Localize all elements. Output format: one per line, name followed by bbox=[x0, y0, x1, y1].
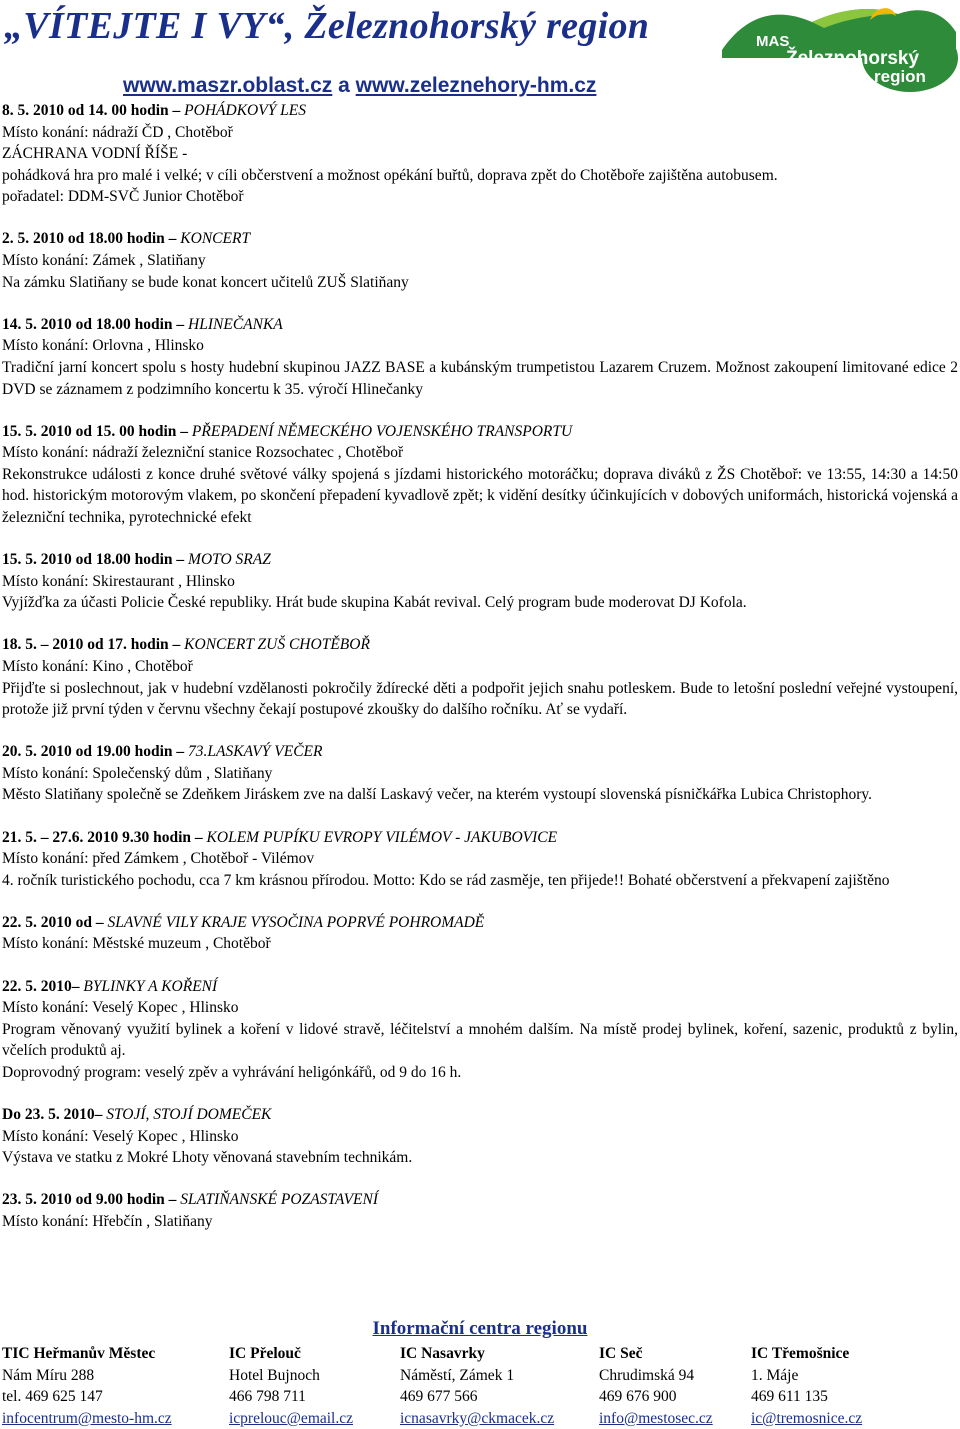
info-center-name: IC Třemošnice bbox=[751, 1345, 850, 1362]
info-center-email-link[interactable]: icnasavrky@ckmacek.cz bbox=[400, 1409, 555, 1427]
event-dash: – bbox=[172, 743, 189, 761]
event-description: Na zámku Slatiňany se bude konat koncert učitelů ZUŠ Slatiňany bbox=[2, 273, 409, 291]
event-item bbox=[2, 549, 958, 614]
event-heading bbox=[2, 100, 958, 122]
event-heading bbox=[2, 1104, 958, 1126]
info-center-phone: 469 676 900 bbox=[599, 1388, 677, 1406]
event-heading bbox=[2, 1189, 958, 1211]
event-title: KONCERT bbox=[180, 230, 251, 248]
mas-logo bbox=[720, 2, 958, 94]
event-heading bbox=[2, 314, 958, 336]
info-center-address: Nám Míru 288 bbox=[2, 1366, 95, 1384]
event-title: HLINEČANKA bbox=[188, 315, 283, 333]
event-title: SLAVNÉ VILY KRAJE VYSOČINA POPRVÉ POHROMADĚ bbox=[107, 913, 485, 931]
event-description: Město Slatiňany společně se Zdeňkem Jiráskem zve na další Laskavý večer, na kterém vystoupí slovenská písničkářka Lubica Christophory. bbox=[2, 786, 873, 804]
event-item bbox=[2, 634, 958, 720]
event-date: 21. 5. – 27.6. 2010 9.30 hodin bbox=[2, 828, 192, 846]
event-venue: Místo konání: Zámek , Slatiňany bbox=[2, 252, 206, 270]
event-title: POHÁDKOVÝ LES bbox=[184, 102, 307, 119]
event-heading bbox=[2, 228, 958, 250]
event-date: 8. 5. 2010 od 14. 00 hodin bbox=[2, 102, 169, 119]
info-center-email-link[interactable]: ic@tremosnice.cz bbox=[751, 1409, 863, 1427]
event-heading bbox=[2, 827, 958, 849]
event-title: PŘEPADENÍ NĚMECKÉHO VOJENSKÉHO TRANSPORTU bbox=[191, 422, 573, 440]
info-center bbox=[2, 1343, 172, 1429]
event-heading bbox=[2, 634, 958, 656]
event-date: 23. 5. 2010 od 9.00 hodin bbox=[2, 1191, 165, 1209]
maszr-link[interactable]: www.maszr.oblast.cz bbox=[123, 74, 333, 97]
event-item bbox=[2, 100, 958, 208]
event-venue: Místo konání: Kino , Chotěboř bbox=[2, 657, 193, 675]
event-description: Tradiční jarní koncert spolu s hosty hudební skupinou JAZZ BASE a kubánským trumpetistou Lazarem Cruzem. Možnost zakoupení limitované edice 2 DVD se záznamem z podzimního koncertu k 35. výročí Hlinečanky bbox=[2, 358, 958, 398]
event-dash: – bbox=[164, 230, 181, 248]
info-center bbox=[751, 1343, 862, 1429]
event-date: 20. 5. 2010 od 19.00 hodin bbox=[2, 743, 173, 761]
event-date: Do 23. 5. 2010 bbox=[2, 1105, 95, 1123]
event-description: ZÁCHRANA VODNÍ ŘÍŠE - bbox=[2, 145, 188, 163]
logo-mas: MAS bbox=[756, 33, 790, 50]
info-center-address: Chrudimská 94 bbox=[599, 1366, 695, 1384]
event-title: KOLEM PUPÍKU EVROPY VILÉMOV - JAKUBOVICE bbox=[206, 828, 558, 846]
info-center-name: IC Seč bbox=[599, 1345, 643, 1362]
event-item bbox=[2, 314, 958, 400]
event-heading bbox=[2, 741, 958, 763]
event-dash: – bbox=[164, 1191, 181, 1209]
event-date: 22. 5. 2010 od bbox=[2, 913, 92, 931]
event-date: 15. 5. 2010 od 18.00 hodin bbox=[2, 551, 173, 569]
event-dash: – bbox=[168, 102, 185, 119]
info-center-address: Náměstí, Zámek 1 bbox=[400, 1366, 515, 1384]
info-center-phone: 469 611 135 bbox=[751, 1388, 828, 1406]
event-description: Program věnovaný využití bylinek a koření v lidové stravě, léčitelství a mnohém dalším. Na místě prodej bylinek, koření, sazenic, produktů z bylin, včelích produktů aj. bbox=[2, 1020, 958, 1060]
info-center-address: Hotel Bujnoch bbox=[229, 1366, 320, 1384]
event-dash: – bbox=[168, 636, 185, 654]
info-center-name: IC Nasavrky bbox=[400, 1345, 485, 1362]
event-item bbox=[2, 1189, 958, 1232]
info-center-phone: 466 798 711 bbox=[229, 1388, 306, 1406]
link-joiner: a bbox=[332, 74, 356, 97]
events-list bbox=[2, 100, 958, 1253]
info-center-address: 1. Máje bbox=[751, 1366, 799, 1384]
event-date: 14. 5. 2010 od 18.00 hodin bbox=[2, 315, 173, 333]
event-title: KONCERT ZUŠ CHOTĚBOŘ bbox=[184, 636, 370, 654]
event-description: Přijďte si poslechnout, jak v hudební vzdělanosti pokročily ždírecké děti a podpořit jejich snahu potleskem. Bude to letošní poslední veřejné vystoupení, protože již první týden v červnu všechny čekají postupové zkoušky do dalšího ročníku. Ať se vydaří. bbox=[2, 679, 958, 719]
event-description: 4. ročník turistického pochodu, cca 7 km krásnou přírodou. Motto: Kdo se rád zasměje, ten přijede!! Bohaté občerstvení a překvapení zajištěno bbox=[2, 871, 890, 889]
info-centers-title: Informační centra regionu bbox=[372, 1318, 588, 1339]
info-center-email-link[interactable]: infocentrum@mesto-hm.cz bbox=[2, 1409, 172, 1427]
zeleznehory-link[interactable]: www.zeleznehory-hm.cz bbox=[355, 74, 597, 97]
event-item bbox=[2, 976, 958, 1084]
header-links bbox=[123, 74, 596, 98]
event-venue: Místo konání: Hřebčín , Slatiňany bbox=[2, 1212, 213, 1230]
event-dash: – bbox=[71, 977, 84, 995]
event-venue: Místo konání: nádraží ČD , Chotěboř bbox=[2, 123, 233, 141]
event-venue: Místo konání: před Zámkem , Chotěboř - Vilémov bbox=[2, 850, 315, 868]
event-title: MOTO SRAZ bbox=[188, 551, 271, 569]
event-description: Doprovodný program: veselý zpěv a vyhrávání heligónkářů, od 9 do 16 h. bbox=[2, 1063, 462, 1081]
page-title: „VÍTEJTE I VY“, Železnohorský region bbox=[4, 5, 650, 47]
event-description: pořadatel: DDM-SVČ Junior Chotěboř bbox=[2, 188, 244, 206]
event-dash: – bbox=[191, 828, 207, 846]
event-description: Rekonstrukce události z konce druhé světové války spojená s jízdami historického motoráčku; doprava diváků z ŽS Chotěboř: ve 13:55, 14:30 a 14:50 hod. historickým motorovým vlakem, po skončení přepadení kyvadlově zpět; k vidění desítky účinkujících v dobových uniformách, historická vojenská a železniční technika, pyrotechnické efekt bbox=[2, 465, 958, 526]
info-center-email-link[interactable]: info@mestosec.cz bbox=[599, 1409, 713, 1427]
event-heading bbox=[2, 549, 958, 571]
event-dash: – bbox=[172, 315, 189, 333]
event-venue: Místo konání: Veselý Kopec , Hlinsko bbox=[2, 999, 239, 1017]
logo-line1: Železnohorský bbox=[786, 48, 920, 69]
event-title: SLATIŇANSKÉ POZASTAVENÍ bbox=[180, 1191, 379, 1209]
event-venue: Místo konání: Veselý Kopec , Hlinsko bbox=[2, 1127, 239, 1145]
event-dash: – bbox=[92, 913, 108, 931]
event-venue: Místo konání: nádraží železniční stanice Rozsochatec , Chotěboř bbox=[2, 444, 404, 462]
event-heading bbox=[2, 912, 958, 934]
info-center-phone: 469 677 566 bbox=[400, 1388, 478, 1406]
event-description: Vyjížďka za účasti Policie České republiky. Hrát bude skupina Kabát revival. Celý program bude moderovat DJ Kofola. bbox=[2, 594, 747, 612]
event-description: pohádková hra pro malé i velké; v cíli občerstvení a možnost opékání buřtů, doprava zpět do Chotěboře zajištěna autobusem. bbox=[2, 166, 778, 184]
event-item bbox=[2, 827, 958, 892]
event-dash: – bbox=[176, 422, 192, 440]
event-description: Výstava ve statku z Mokré Lhoty věnovaná stavebním technikám. bbox=[2, 1149, 413, 1167]
info-center bbox=[599, 1343, 713, 1429]
info-center bbox=[229, 1343, 353, 1429]
event-date: 22. 5. 2010 bbox=[2, 977, 72, 995]
event-dash: – bbox=[172, 551, 189, 569]
event-venue: Místo konání: Orlovna , Hlinsko bbox=[2, 337, 204, 355]
info-center-name: TIC Heřmanův Městec bbox=[2, 1345, 156, 1362]
event-item bbox=[2, 228, 958, 293]
event-venue: Místo konání: Skirestaurant , Hlinsko bbox=[2, 572, 235, 590]
event-item bbox=[2, 912, 958, 955]
event-title: BYLINKY A KOŘENÍ bbox=[83, 977, 218, 995]
info-center bbox=[400, 1343, 554, 1429]
event-item bbox=[2, 421, 958, 529]
event-venue: Místo konání: Městské muzeum , Chotěboř bbox=[2, 935, 271, 953]
event-heading bbox=[2, 421, 958, 443]
event-date: 2. 5. 2010 od 18.00 hodin bbox=[2, 230, 165, 248]
info-center-email-link[interactable]: icprelouc@email.cz bbox=[229, 1409, 353, 1427]
logo-line2: region bbox=[874, 67, 926, 86]
event-venue: Místo konání: Společenský dům , Slatiňany bbox=[2, 764, 273, 782]
event-title: 73.LASKAVÝ VEČER bbox=[188, 743, 323, 761]
event-title: STOJÍ, STOJÍ DOMEČEK bbox=[106, 1105, 272, 1123]
event-item bbox=[2, 1104, 958, 1169]
event-heading bbox=[2, 976, 958, 998]
event-date: 18. 5. – 2010 od 17. hodin bbox=[2, 636, 169, 654]
event-item bbox=[2, 741, 958, 806]
info-center-name: IC Přelouč bbox=[229, 1345, 301, 1362]
info-centers bbox=[2, 1343, 958, 1429]
event-date: 15. 5. 2010 od 15. 00 hodin bbox=[2, 422, 177, 440]
event-dash: – bbox=[94, 1105, 107, 1123]
info-center-phone: tel. 469 625 147 bbox=[2, 1388, 103, 1406]
